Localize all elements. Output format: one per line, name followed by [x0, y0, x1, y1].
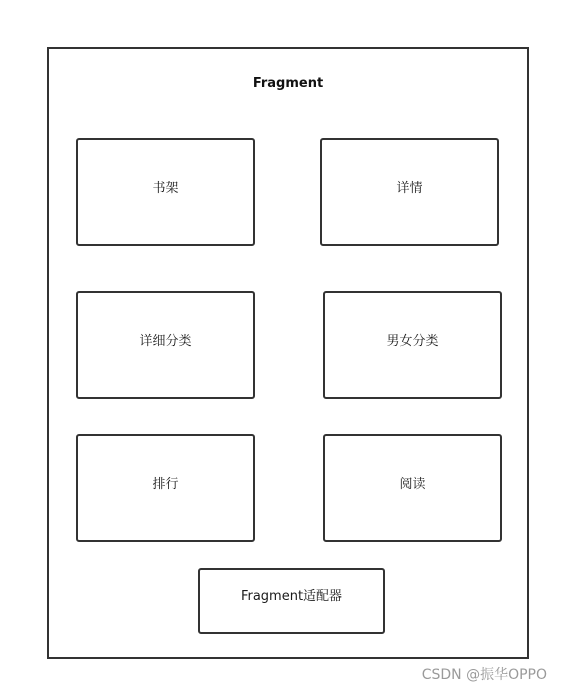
box-reading-label: 阅读	[399, 477, 426, 492]
box-fragment-adapter-label: Fragment适配器	[240, 589, 343, 604]
box-gender-category-label: 男女分类	[386, 334, 439, 349]
diagram-title: Fragment	[252, 76, 324, 91]
box-reading	[323, 434, 502, 542]
box-bookshelf-label: 书架	[152, 181, 179, 196]
box-details-label: 详情	[396, 181, 423, 196]
box-ranking-label: 排行	[152, 477, 179, 492]
box-gender-category	[323, 291, 502, 399]
box-fragment-adapter	[198, 568, 385, 634]
box-detailed-category	[76, 291, 255, 399]
box-detailed-category-label: 详细分类	[139, 334, 192, 349]
box-details	[320, 138, 499, 246]
box-bookshelf	[76, 138, 255, 246]
watermark: CSDN @振华OPPO	[421, 667, 547, 683]
box-ranking	[76, 434, 255, 542]
